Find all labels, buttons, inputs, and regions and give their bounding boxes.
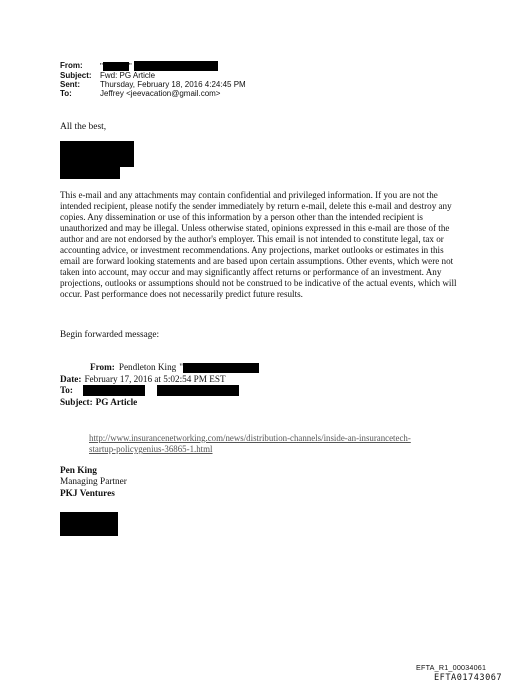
from-value	[100, 61, 218, 71]
forwarded-from-row	[60, 362, 259, 374]
header-sent-row	[60, 80, 246, 89]
disclaimer-paragraph: This e-mail and any attachments may contain confidential and privileged information. If you are not the intended recipient, please notify the sender immediately by return e-mail, delete this e-mail and destroy any copies. Any dissemination or use of this information by a person other than the intended recipient is unauthorized and may be illegal. Unless otherwise stated, opinions expressed in this e-mail are those of the author and are not endorsed by the author's employer. This email is not intended to constitute legal, tax or accounting advice, or investment recommendations. Any projections, market outlooks or estimates in this email are forward looking statements and are based upon certain assumptions. Other events, which were not taken into account, may occur and may significantly affect returns or performance of an investment. Any projections, outlooks or assumptions should not be construed to be indicative of the actual events, which will occur. Past performance does not necessarily predict future results.	[60, 190, 457, 300]
closing-line: All the best,	[60, 122, 107, 132]
quote-mark: "	[179, 362, 184, 372]
redaction-block	[183, 363, 259, 373]
forwarded-date-row	[60, 374, 259, 386]
redaction-block	[134, 61, 218, 71]
quote-mark: "	[100, 61, 103, 71]
forwarded-subject-row	[60, 397, 259, 409]
signature-name: Pen King	[60, 466, 97, 476]
header-from-row	[60, 61, 246, 71]
redaction-block	[60, 167, 120, 179]
forwarded-date-label: Date:	[60, 373, 82, 384]
sent-value: Thursday, February 18, 2016 4:24:45 PM	[100, 80, 246, 89]
article-link[interactable]: http://www.insurancenetworking.com/news/distribution-channels/inside-an-insurancetech-startup-policygenius-36865-1.html	[89, 433, 411, 455]
header-to-row	[60, 89, 246, 98]
to-label: To:	[60, 89, 72, 98]
forwarded-to-label: To:	[60, 385, 73, 396]
sent-label: Sent:	[60, 80, 80, 89]
signature-title: Managing Partner	[60, 477, 127, 488]
subject-value: Fwd: PG Article	[100, 71, 156, 80]
quote-mark: "	[128, 61, 132, 71]
forwarded-to-row	[60, 385, 259, 397]
email-header	[60, 61, 246, 98]
redaction-block	[103, 62, 129, 71]
footer-reference-1: EFTA_R1_00034061	[416, 663, 487, 672]
redaction-block	[60, 141, 134, 167]
forwarded-date-value: February 17, 2016 at 5:02:54 PM EST	[84, 373, 226, 384]
redaction-block	[83, 385, 145, 396]
forwarded-subject-value: PG Article	[95, 396, 138, 407]
signature	[60, 466, 127, 500]
forwarded-header	[60, 362, 259, 408]
from-label: From:	[60, 61, 83, 70]
forwarded-from-name: Pendleton King	[118, 362, 177, 372]
redaction-block	[60, 512, 118, 536]
subject-label: Subject:	[60, 71, 92, 80]
forwarded-subject-label: Subject:	[60, 396, 93, 407]
forwarded-intro: Begin forwarded message:	[60, 330, 160, 340]
redacted-signature-block	[60, 141, 134, 179]
forwarded-from-label: From:	[90, 362, 115, 372]
signature-company: PKJ Ventures	[60, 488, 115, 499]
redaction-block	[157, 385, 239, 396]
footer-reference-2: EFTA01743067	[434, 673, 503, 683]
header-subject-row	[60, 71, 246, 80]
to-value: Jeffrey <jeevacation@gmail.com>	[100, 89, 221, 98]
